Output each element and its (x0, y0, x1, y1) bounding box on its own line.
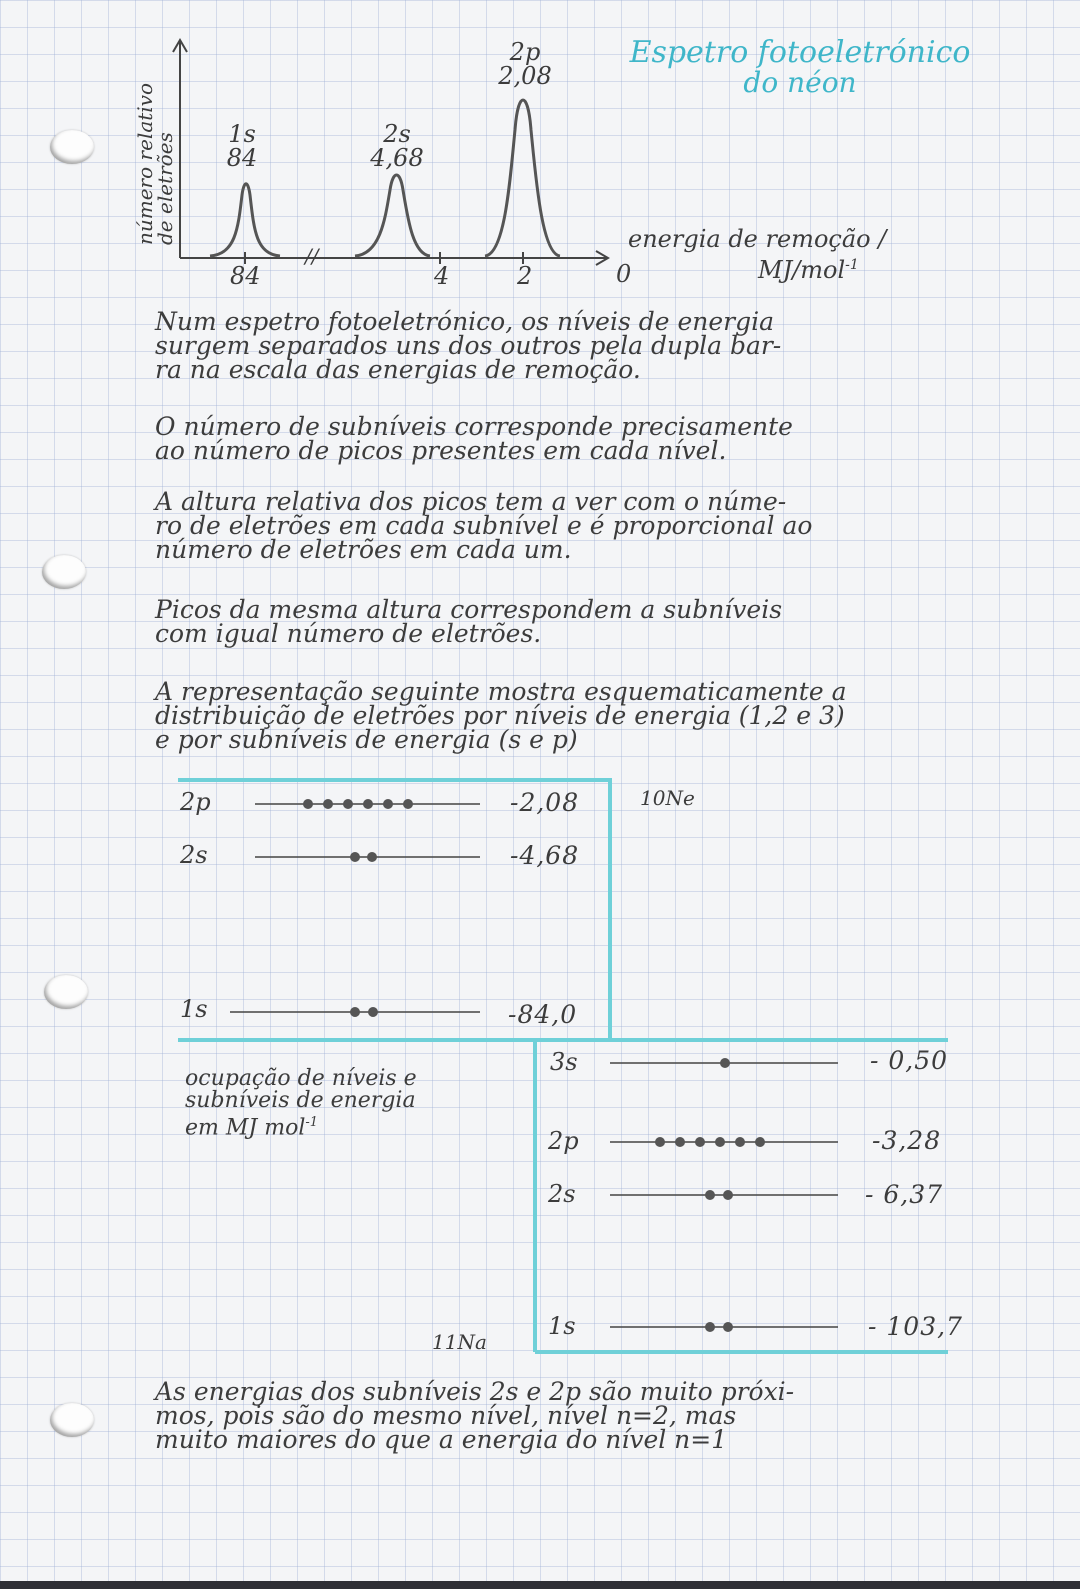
na-caption-exponent: -1 (305, 1115, 319, 1130)
peak-2p-label (490, 40, 560, 88)
paragraph-4-line: com igual número de eletrões. (155, 619, 542, 648)
electron (735, 1137, 745, 1147)
na-level-2s-value: - 6,37 (865, 1180, 944, 1209)
na-level-3s-value: - 0,50 (870, 1046, 949, 1075)
binder-hole (50, 130, 94, 164)
electron (715, 1137, 725, 1147)
ne-level-1s-value: -84,0 (508, 1000, 578, 1029)
x-axis-unit: MJ/mol (758, 256, 846, 284)
binder-hole (42, 555, 86, 589)
paragraph-2 (155, 412, 1015, 465)
paragraph-3-line: ro de eletrões em cada subnível e é proporcional ao (155, 511, 813, 540)
x-axis-label-line2 (628, 252, 886, 283)
tick-label-2: 2 (517, 262, 533, 290)
peak-2s-name: 2s (383, 120, 411, 148)
na-level-1s-value: - 103,7 (868, 1312, 963, 1341)
na-diagram-caption (185, 1068, 417, 1139)
peak-1s-label (222, 122, 262, 170)
ne-level-2s-label: 2s (180, 841, 208, 869)
na-level-3s-label: 3s (550, 1048, 578, 1076)
peak-1s (210, 184, 280, 256)
electron (350, 852, 360, 862)
peak-1s-name: 1s (228, 120, 256, 148)
peak-2s (355, 175, 430, 256)
electron (695, 1137, 705, 1147)
electron (705, 1190, 715, 1200)
na-level-2p-label: 2p (548, 1127, 579, 1155)
na-level-2s-label: 2s (548, 1180, 576, 1208)
paragraph-1-line: ra na escala das energias de remoção. (155, 355, 641, 384)
ne-level-2p-label: 2p (180, 788, 211, 816)
peak-2p-value: 2,08 (498, 62, 552, 90)
peak-2p (485, 100, 560, 256)
paragraph-2-line: ao número de picos presentes em cada nível. (155, 436, 727, 465)
ne-level-2s-value: -4,68 (510, 841, 580, 870)
paragraph-5-line: e por subníveis de energia (s e p) (155, 725, 578, 754)
electron (367, 852, 377, 862)
paragraph-6-line: mos, pois são do mesmo nível, nível n=2, mas (155, 1401, 737, 1430)
electron (403, 799, 413, 809)
paragraph-1-line: Num espetro fotoeletrónico, os níveis de energia (155, 307, 775, 336)
paragraph-2-line: O número de subníveis corresponde precisamente (155, 412, 793, 441)
electron (350, 1007, 360, 1017)
na-level-2p-value: -3,28 (872, 1126, 942, 1155)
x-axis-unit-exponent: -1 (845, 257, 859, 273)
electron (705, 1322, 715, 1332)
axis-break-mark: // (305, 244, 319, 268)
na-caption-line (185, 1112, 417, 1139)
ne-level-2p-value: -2,08 (510, 788, 580, 817)
ne-level-1s-label: 1s (180, 995, 208, 1023)
paragraph-4-line: Picos da mesma altura correspondem a subníveis (155, 595, 783, 624)
paragraph-1 (155, 307, 1015, 384)
electron (723, 1190, 733, 1200)
paragraph-6 (155, 1377, 1015, 1454)
y-axis-label-line2: de eletrões (153, 132, 177, 245)
axis-origin-label: 0 (616, 260, 632, 288)
electron (755, 1137, 765, 1147)
tick-label-4: 4 (434, 262, 450, 290)
peak-1s-value: 84 (226, 144, 258, 172)
electron (368, 1007, 378, 1017)
y-axis-label (135, 83, 175, 245)
na-caption-line: ocupação de níveis e (185, 1066, 417, 1091)
na-caption-line: subníveis de energia (185, 1088, 416, 1113)
peak-2s-label (362, 122, 432, 170)
na-caption-unit: em MJ mol (185, 1115, 306, 1141)
tick-label-84: 84 (230, 262, 261, 290)
page-title-line1: Espetro fotoeletrónico (629, 35, 971, 70)
electron (363, 799, 373, 809)
paragraph-1-line: surgem separados uns dos outros pela dupla bar- (155, 331, 782, 360)
electron (723, 1322, 733, 1332)
electron (720, 1058, 730, 1068)
electron (323, 799, 333, 809)
paragraph-6-line: As energias dos subníveis 2s e 2p são muito próxi- (155, 1377, 795, 1406)
page-title-line2: do néon (743, 66, 857, 99)
paragraph-3-line: A altura relativa dos picos tem a ver com o núme- (155, 487, 787, 516)
na-element-symbol: 11Na (432, 1330, 487, 1354)
paragraph-4 (155, 595, 1015, 648)
paragraph-5-line: A representação seguinte mostra esquematicamente a (155, 677, 847, 706)
paragraph-3-line: número de eletrões em cada um. (155, 535, 572, 564)
paragraph-6-line: muito maiores do que a energia do nível n=1 (155, 1425, 728, 1454)
x-axis-label (628, 226, 886, 283)
paragraph-5-line: distribuição de eletrões por níveis de energia (1,2 e 3) (155, 701, 845, 730)
peak-2s-value: 4,68 (370, 144, 424, 172)
binder-hole (50, 1403, 94, 1437)
electron (343, 799, 353, 809)
electron (303, 799, 313, 809)
paragraph-3 (155, 487, 1015, 564)
na-electrons-3s (720, 1058, 730, 1068)
page-bottom-edge (0, 1581, 1080, 1589)
y-axis-label-line1: número relativo (133, 82, 157, 245)
na-level-1s-label: 1s (548, 1312, 576, 1340)
x-axis-label-line1: energia de remoção / (628, 225, 887, 253)
peak-2p-name: 2p (509, 38, 541, 66)
paragraph-5 (155, 677, 1015, 754)
ne-element-symbol: 10Ne (640, 786, 695, 810)
electron (383, 799, 393, 809)
binder-hole (44, 975, 88, 1009)
electron (675, 1137, 685, 1147)
electron (655, 1137, 665, 1147)
